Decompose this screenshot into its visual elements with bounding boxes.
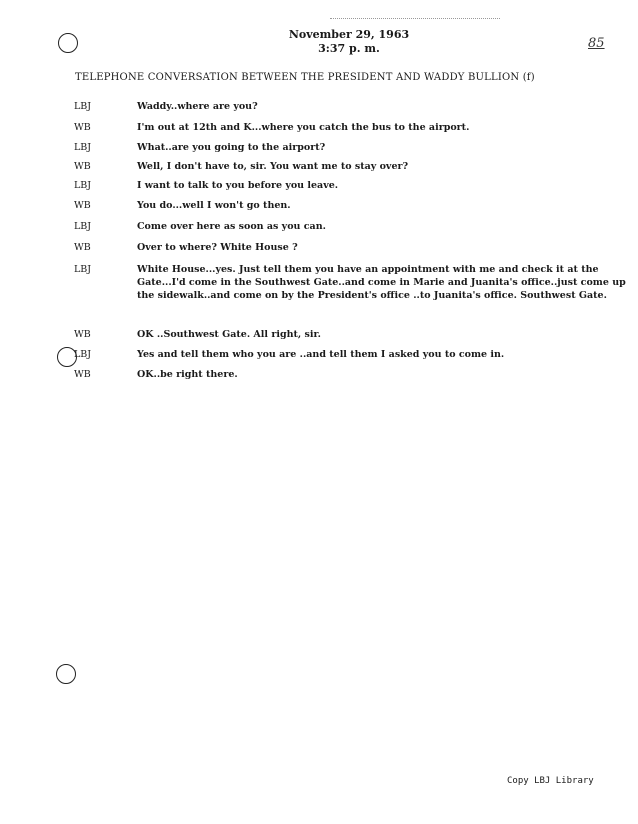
speaker: WB [74, 242, 91, 253]
document-title: TELEPHONE CONVERSATION BETWEEN THE PRESIDENT AND WADDY BULLION (f) [75, 72, 535, 83]
utterance: I'm out at 12th and K...where you catch the bus to the airport. [137, 122, 470, 133]
utterance: Come over here as soon as you can. [137, 221, 326, 232]
speaker: LBJ [74, 101, 92, 112]
speaker: LBJ [74, 142, 92, 153]
speaker: WB [74, 122, 91, 133]
utterance: What..are you going to the airport? [137, 142, 326, 153]
speaker: LBJ [74, 264, 92, 275]
utterance: OK ..Southwest Gate. All right, sir. [137, 329, 321, 340]
utterance: Yes and tell them who you are ..and tell them I asked you to come in. [137, 349, 505, 360]
utterance: OK..be right there. [137, 369, 238, 380]
scan-artifact [330, 18, 500, 19]
speaker: LBJ [74, 221, 92, 232]
utterance: Waddy..where are you? [137, 101, 258, 112]
utterance: You do...well I won't go then. [137, 200, 291, 211]
speaker: LBJ [74, 180, 92, 191]
speaker: WB [74, 369, 91, 380]
date-time-header [0, 28, 638, 56]
library-stamp: Copy LBJ Library [507, 776, 594, 786]
punch-hole-bottom [56, 664, 76, 684]
utterance: I want to talk to you before you leave. [137, 180, 339, 191]
handwritten-page-number: 85 [588, 36, 605, 51]
speaker: WB [74, 161, 91, 172]
date: November 29, 1963 [288, 28, 410, 41]
utterance: Over to where? White House ? [137, 242, 298, 253]
utterance: Well, I don't have to, sir. You want me to stay over? [137, 161, 409, 172]
speaker: LBJ [74, 349, 92, 360]
time: 3:37 p. m. [318, 42, 380, 55]
speaker: WB [74, 329, 91, 340]
speaker: WB [74, 200, 91, 211]
utterance: White House...yes. Just tell them you have an appointment with me and check it at the Gate...I'd come in the Southwest Gate..and come in Marie and Juanita's office..just come up the sidewalk..and come on by the President's office ..to Juanita's office. Southwest Gate. [137, 264, 626, 301]
